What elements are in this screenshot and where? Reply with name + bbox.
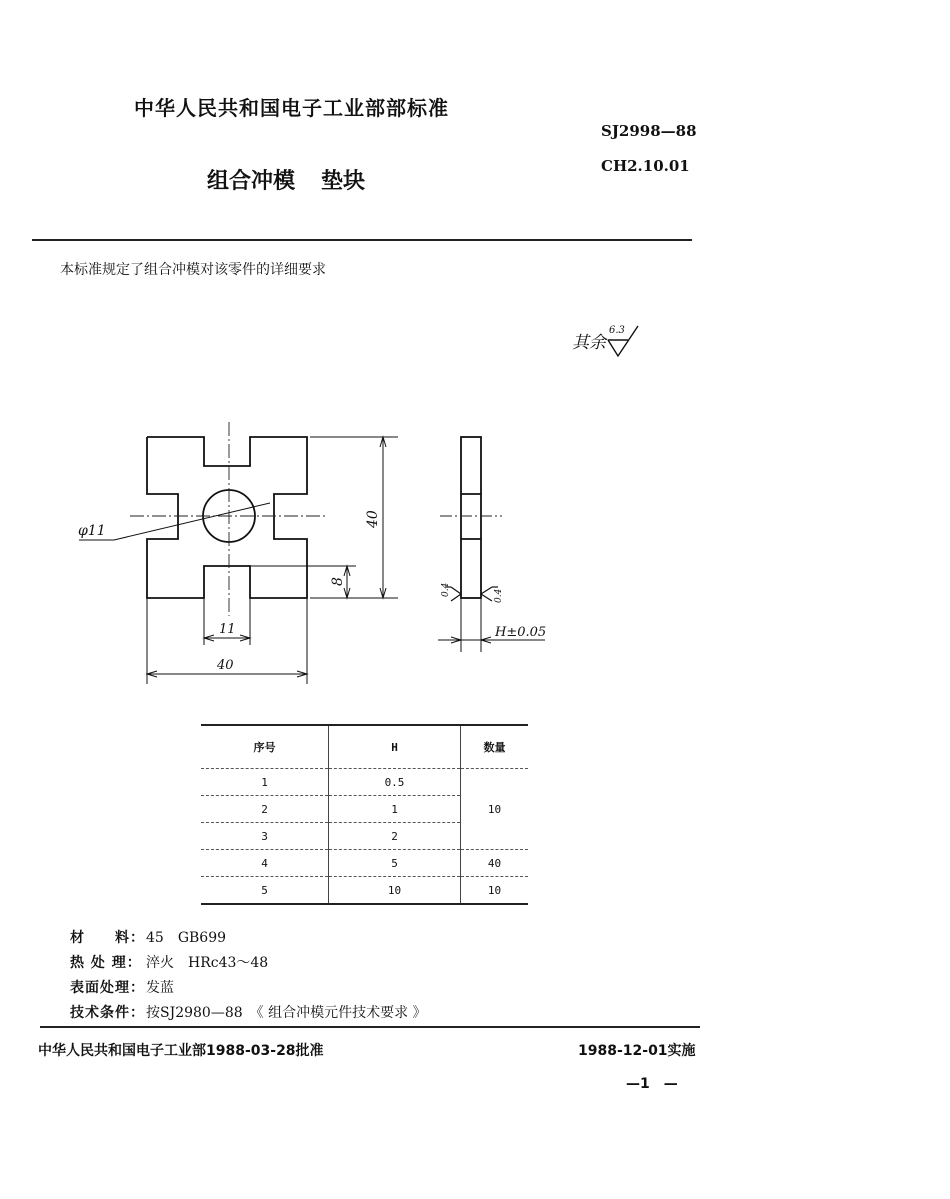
spec-label: 热 处 理： xyxy=(70,955,142,971)
hole-leader xyxy=(79,503,270,540)
side-roughness-left: 0.4 xyxy=(441,582,451,597)
approval-line: 中华人民共和国电子工业部1988-03-28批准 xyxy=(38,1043,324,1059)
col-header-qty: 数量 xyxy=(483,741,506,754)
spec-surface xyxy=(70,976,427,1001)
implementation-date: 1988-12-01实施 xyxy=(578,1043,696,1059)
height-dimension xyxy=(310,437,398,598)
footer-rule xyxy=(40,1026,700,1028)
cell-qty: 40 xyxy=(487,856,502,870)
cell-h: 5 xyxy=(329,850,461,877)
slot-width-label: 11 xyxy=(219,622,236,637)
table-row xyxy=(201,877,528,905)
cell-h: 2 xyxy=(329,823,461,850)
side-roughness-right: 0.4 xyxy=(494,588,504,603)
spec-notes xyxy=(70,926,427,1026)
title-main: 组合冲模 xyxy=(207,169,296,194)
front-view-outline xyxy=(147,437,307,598)
roughness-note-text: 其余 xyxy=(572,333,606,353)
hole-diameter-label: φ11 xyxy=(78,523,106,539)
spec-value: 淬火 HRc43～48 xyxy=(146,955,269,971)
cell-no: 3 xyxy=(261,829,268,843)
col-header-no: 序号 xyxy=(253,741,276,754)
spec-value: 45 GB699 xyxy=(146,930,227,946)
cell-h: 0.5 xyxy=(329,769,461,796)
spec-material xyxy=(70,926,427,951)
height-label: 40 xyxy=(365,510,381,528)
slot-depth-label: 8 xyxy=(330,577,346,586)
col-header-h: H xyxy=(329,725,461,769)
spec-label: 表面处理： xyxy=(70,980,145,996)
cell-no: 5 xyxy=(261,883,268,897)
spec-heat-treatment xyxy=(70,951,427,976)
title-part: 垫块 xyxy=(321,169,366,194)
roughness-value: 6.3 xyxy=(609,325,625,336)
spec-value: 按SJ2980—88 《 组合冲模元件技术要求 》 xyxy=(146,1005,427,1021)
side-view-outline xyxy=(461,437,481,598)
table-header-row xyxy=(201,725,528,769)
classification-number: CH2.10.01 xyxy=(601,157,690,175)
standard-number: SJ2998—88 xyxy=(601,122,697,140)
cell-no: 2 xyxy=(261,802,268,816)
width-label: 40 xyxy=(217,658,234,673)
intro-text: 本标准规定了组合冲模对该零件的详细要求 xyxy=(60,262,326,278)
center-lines xyxy=(130,422,326,616)
cell-qty-group: 10 xyxy=(487,802,502,816)
size-table-grid xyxy=(201,724,528,905)
spec-label: 技术条件： xyxy=(70,1005,145,1021)
size-table xyxy=(201,724,528,905)
cell-no: 1 xyxy=(261,775,268,789)
thickness-label: H±0.05 xyxy=(495,625,547,640)
cell-h: 1 xyxy=(329,796,461,823)
side-roughness-marks xyxy=(446,587,498,601)
ministry-heading: 中华人民共和国电子工业部部标准 xyxy=(134,96,449,120)
page-number: —1 — xyxy=(626,1076,678,1092)
cell-qty: 10 xyxy=(487,883,502,897)
spec-technical xyxy=(70,1001,427,1026)
cell-h: 10 xyxy=(329,877,461,905)
spec-value: 发蓝 xyxy=(146,980,174,996)
table-row xyxy=(201,769,528,796)
spec-label: 材 料： xyxy=(70,930,145,946)
table-row xyxy=(201,850,528,877)
cell-no: 4 xyxy=(261,856,268,870)
